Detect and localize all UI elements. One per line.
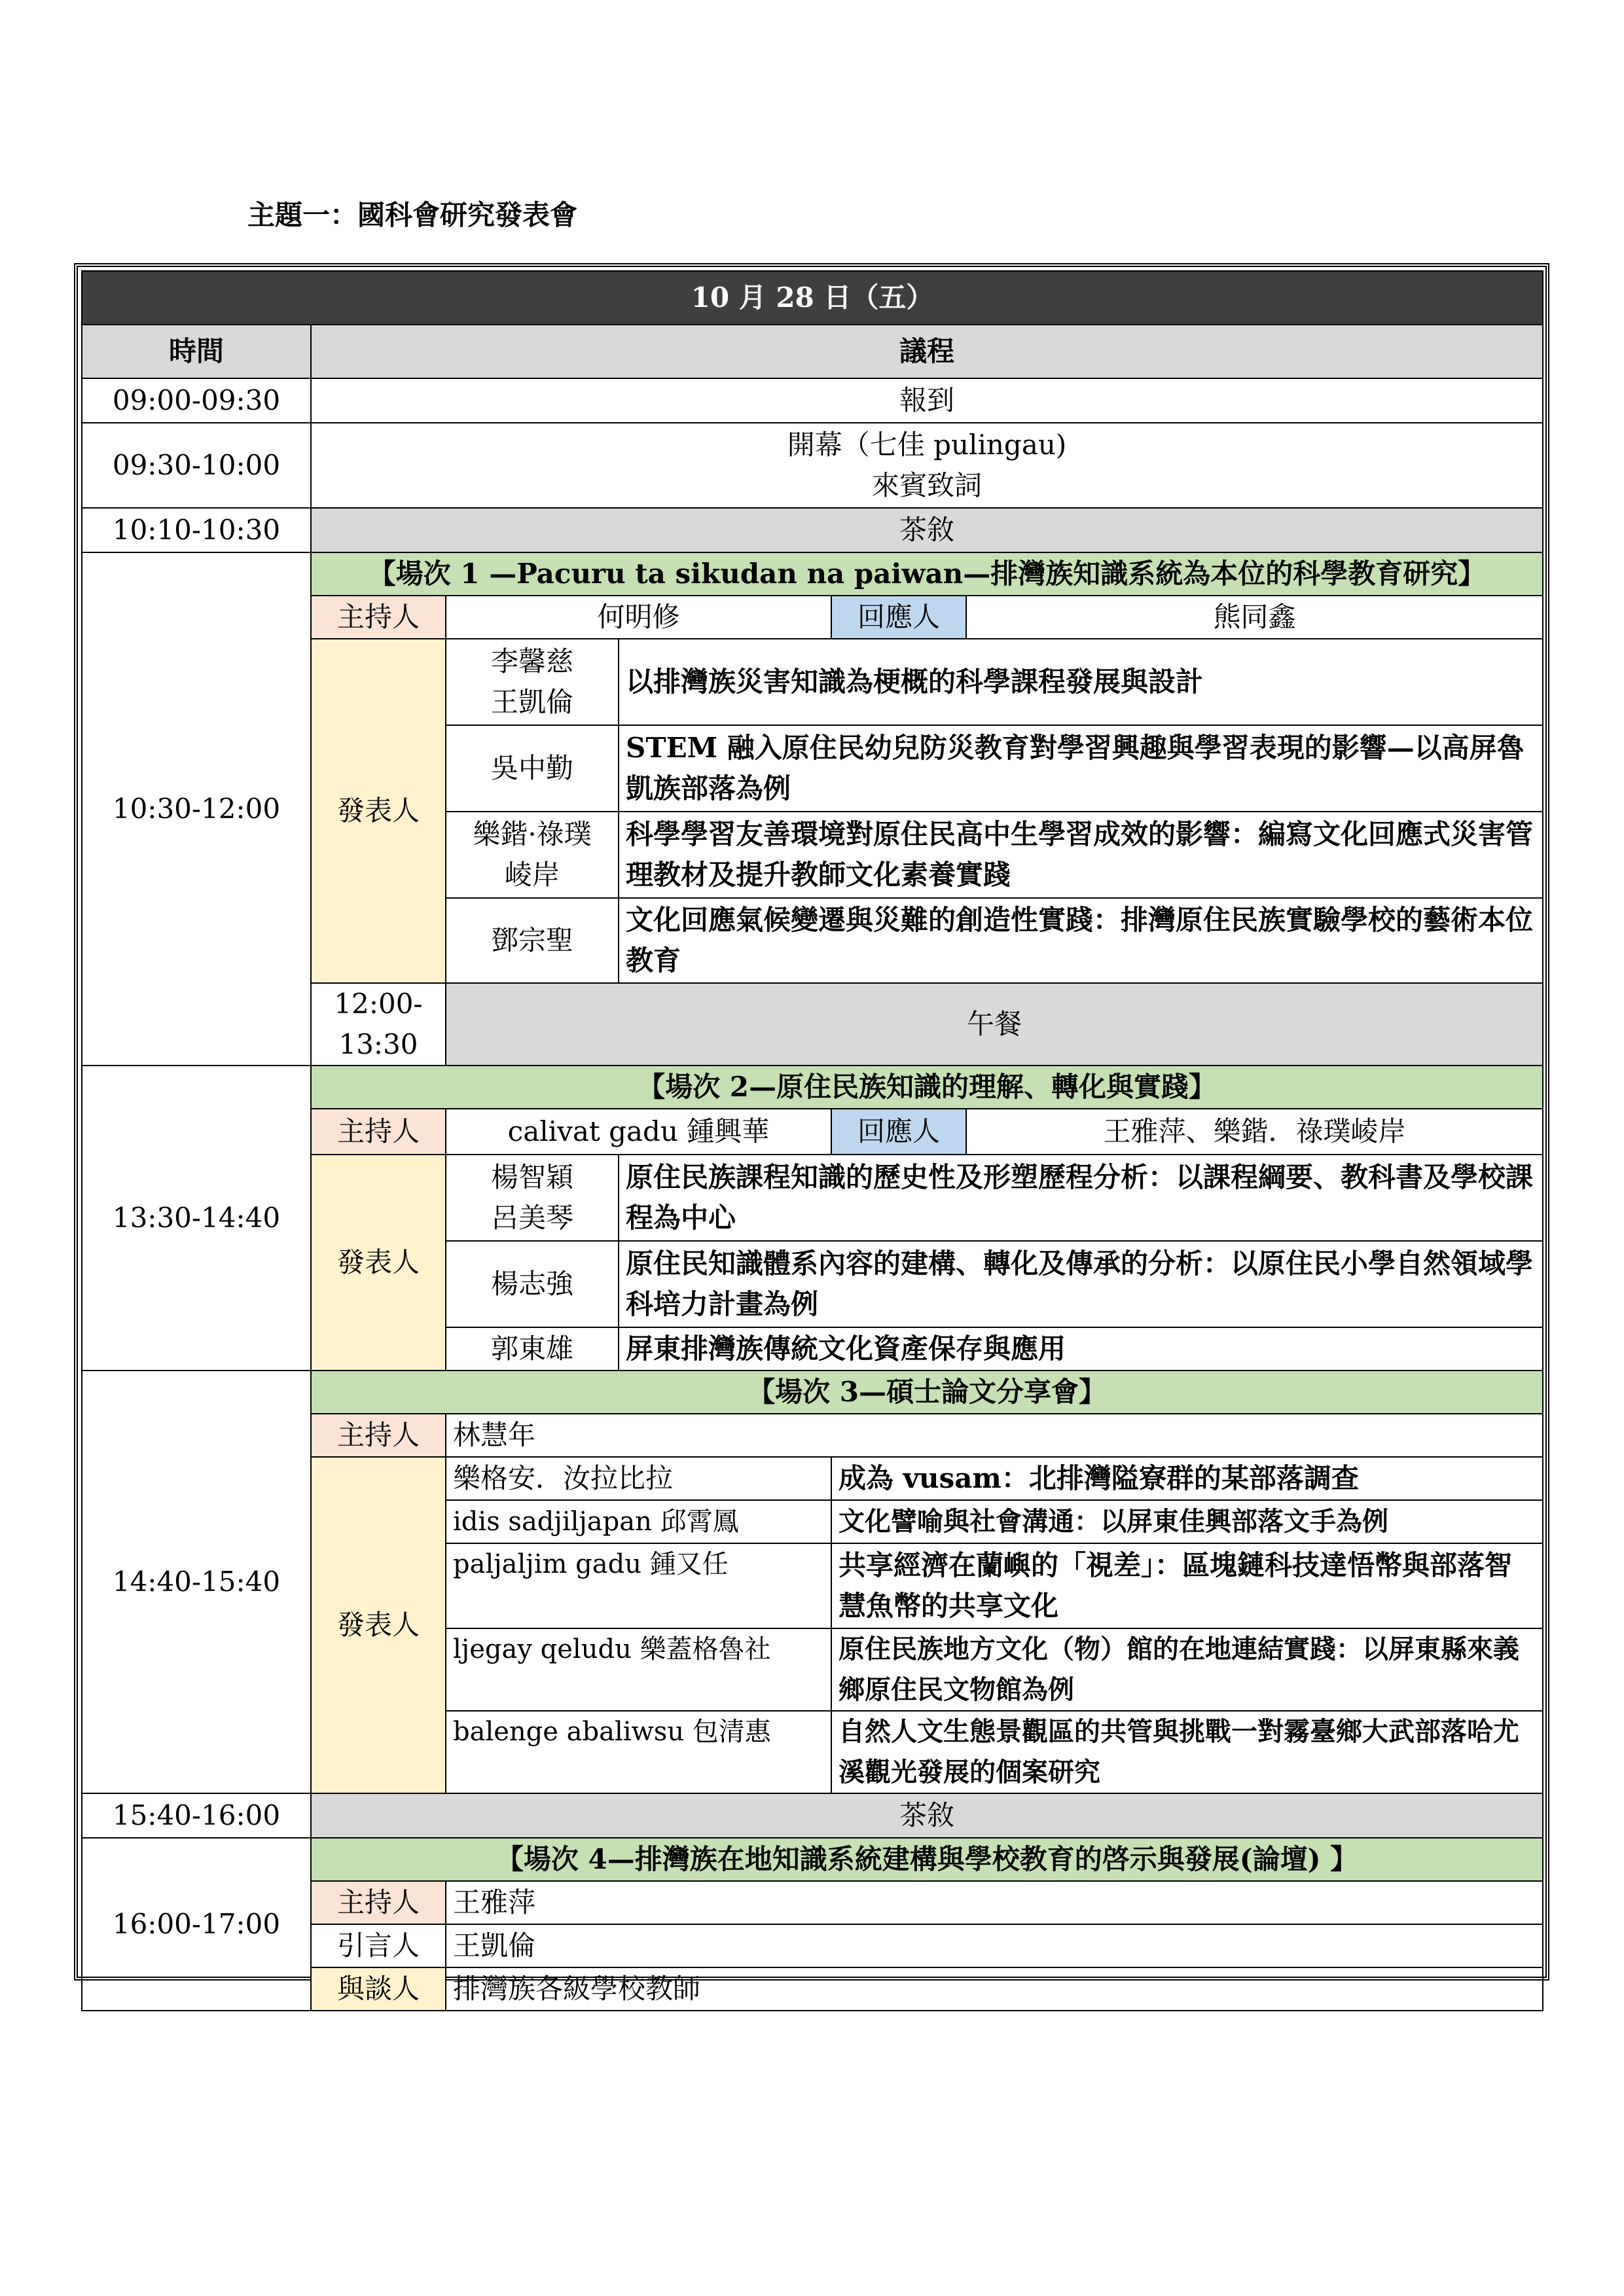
time-cell: 10:30-12:00 — [82, 552, 311, 1066]
time-cell: 16:00-17:00 — [82, 1838, 311, 2011]
date-label: 10 月 28 日（五） — [82, 271, 1543, 325]
time-cell: 09:30-10:00 — [82, 423, 311, 508]
time-cell: 09:00-09:30 — [82, 378, 311, 423]
session4-title-row — [82, 1838, 1543, 1881]
host-name: 林慧年 — [446, 1414, 1543, 1457]
table-row — [82, 378, 1543, 423]
presentation-title: STEM 融入原住民幼兒防災教育對學習興趣與學習表現的影響—以高屏魯凱族部落為例 — [619, 725, 1543, 812]
presenter-name: 樂格安．汝拉比拉 — [446, 1457, 831, 1500]
presenter-line: 李馨慈 — [490, 645, 573, 677]
session3-title-row — [82, 1371, 1543, 1414]
presenter-line: 崚岸 — [504, 859, 560, 891]
presentation-title: 文化譬喻與社會溝通：以屏東佳興部落文手為例 — [831, 1500, 1543, 1543]
time-cell: 13:30-14:40 — [82, 1066, 311, 1371]
presenter-name: ljegay qeludu 樂蓋格魯社 — [446, 1628, 831, 1711]
session-title: 【場次 2—原住民族知識的理解、轉化與實踐】 — [311, 1066, 1543, 1109]
header-row — [82, 325, 1543, 378]
header-time: 時間 — [82, 325, 311, 378]
presentation-title: 原住民族地方文化（物）館的在地連結實踐：以屏東縣來義鄉原住民文物館為例 — [831, 1628, 1543, 1711]
presenter-line: 王凱倫 — [490, 686, 573, 718]
panelist-name: 排灣族各級學校教師 — [446, 1967, 1543, 2011]
respondent-label: 回應人 — [831, 1109, 966, 1155]
host-label: 主持人 — [311, 596, 446, 639]
session-title: 【場次 3—碩士論文分享會】 — [311, 1371, 1543, 1414]
session1-title-row — [82, 552, 1543, 596]
presenter-line: 樂鍇·祿璞 — [473, 818, 592, 850]
presenter-name: 楊志強 — [446, 1241, 619, 1327]
presenter-name: 鄧宗聖 — [446, 898, 619, 983]
time-cell: 12:00-13:30 — [311, 983, 446, 1066]
session-title: 【場次 1 —Pacuru ta sikudan na paiwan—排灣族知識系統為本位的科學教育研究】 — [311, 552, 1543, 596]
agenda-item: 茶敘 — [311, 1793, 1543, 1838]
agenda-item: 午餐 — [446, 983, 1543, 1066]
panelist-label: 與談人 — [311, 1967, 446, 2011]
presenter-line: 楊智穎 — [490, 1161, 573, 1193]
time-cell: 14:40-15:40 — [82, 1371, 311, 1793]
presenter-line: 呂美琴 — [490, 1202, 573, 1234]
presentation-title: 原住民知識體系內容的建構、轉化及傳承的分析：以原住民小學自然領域學科培力計畫為例 — [619, 1241, 1543, 1327]
time-cell: 10:10-10:30 — [82, 508, 311, 552]
host-label: 主持人 — [311, 1109, 446, 1155]
header-agenda: 議程 — [311, 325, 1543, 378]
presenter-name — [446, 812, 619, 898]
presenter-name: 郭東雄 — [446, 1327, 619, 1371]
presentation-title: 共享經濟在蘭嶼的「視差」：區塊鏈科技達悟幣與部落智慧魚幣的共享文化 — [831, 1543, 1543, 1628]
time-cell: 15:40-16:00 — [82, 1793, 311, 1838]
host-label: 主持人 — [311, 1414, 446, 1457]
presenter-name — [446, 639, 619, 725]
agenda-table — [81, 270, 1543, 2011]
host-name: 何明修 — [446, 596, 831, 639]
respondent-label: 回應人 — [831, 596, 966, 639]
respondent-name: 熊同鑫 — [966, 596, 1543, 639]
presenter-name: paljaljim gadu 鍾又任 — [446, 1543, 831, 1628]
presentation-title: 原住民族課程知識的歷史性及形塑歷程分析：以課程綱要、教科書及學校課程為中心 — [619, 1155, 1543, 1241]
session-title: 【場次 4—排灣族在地知識系統建構與學校教育的啓示與發展(論壇) 】 — [311, 1838, 1543, 1881]
session2-title-row — [82, 1066, 1543, 1109]
presenter-name: balenge abaliwsu 包清惠 — [446, 1711, 831, 1793]
presentation-title: 自然人文生態景觀區的共管與挑戰一對霧臺鄉大武部落哈尤溪觀光發展的個案研究 — [831, 1711, 1543, 1793]
agenda-item — [311, 423, 1543, 508]
table-row — [82, 1793, 1543, 1838]
host-name: 王雅萍 — [446, 1881, 1543, 1924]
presentation-title: 以排灣族災害知識為梗概的科學課程發展與設計 — [619, 639, 1543, 725]
presentation-title: 成為 vusam：北排灣隘寮群的某部落調查 — [831, 1457, 1543, 1500]
presenter-label: 發表人 — [311, 639, 446, 983]
respondent-name: 王雅萍、樂鍇．祿璞崚岸 — [966, 1109, 1543, 1155]
greeting-line: 來賓致詞 — [872, 469, 983, 501]
table-row — [82, 423, 1543, 508]
date-row — [82, 271, 1543, 325]
theme-title: 主題一：國科會研究發表會 — [247, 199, 578, 231]
introducer-name: 王凱倫 — [446, 1924, 1543, 1967]
table-row — [82, 508, 1543, 552]
presentation-title: 文化回應氣候變遷與災難的創造性實踐：排灣原住民族實驗學校的藝術本位教育 — [619, 898, 1543, 983]
opening-line: 開幕（七佳 pulingau) — [787, 429, 1067, 461]
presenter-name: idis sadjiljapan 邱霄鳳 — [446, 1500, 831, 1543]
presentation-title: 屏東排灣族傳統文化資產保存與應用 — [619, 1327, 1543, 1371]
agenda-item: 茶敘 — [311, 508, 1543, 552]
presentation-title: 科學學習友善環境對原住民高中生學習成效的影響：編寫文化回應式災害管理教材及提升教師文化素養實踐 — [619, 812, 1543, 898]
host-name: calivat gadu 鍾興華 — [446, 1109, 831, 1155]
presenter-name — [446, 1155, 619, 1241]
agenda-item: 報到 — [311, 378, 1543, 423]
presenter-label: 發表人 — [311, 1155, 446, 1371]
host-label: 主持人 — [311, 1881, 446, 1924]
introducer-label: 引言人 — [311, 1924, 446, 1967]
presenter-name: 吳中勤 — [446, 725, 619, 812]
presenter-label: 發表人 — [311, 1457, 446, 1793]
